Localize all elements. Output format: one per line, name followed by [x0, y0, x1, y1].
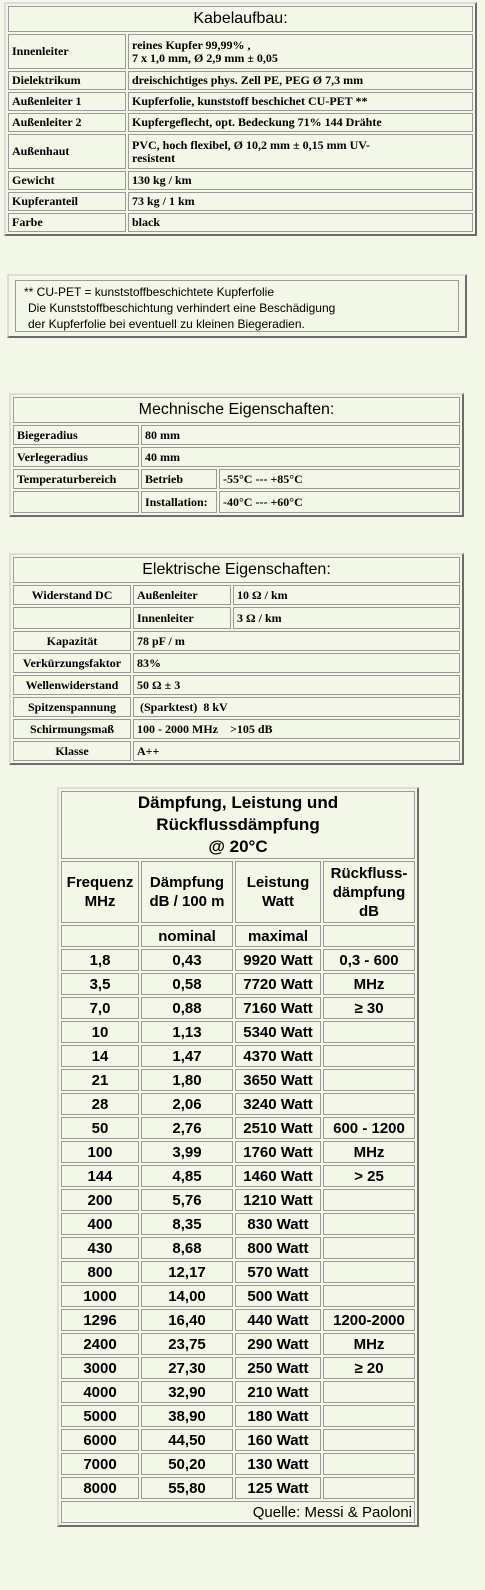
rueckfluss-cell	[323, 1237, 415, 1259]
mechanisch-title: Mechnische Eigenschaften:	[13, 397, 460, 423]
frequenz-cell: 100	[61, 1141, 139, 1163]
installation-label: Installation:	[141, 491, 217, 513]
header-frequenz: Frequenz MHz	[61, 861, 139, 923]
innenleiter-label: Innenleiter	[133, 607, 231, 629]
spitzenspannung-value: (Sparktest) 8 kV	[133, 697, 460, 717]
table-row	[61, 1261, 415, 1283]
row-value-aussenleiter-2: Kupfergeflecht, opt. Bedeckung 71% 144 Drähte	[128, 113, 473, 132]
frequenz-cell: 7000	[61, 1453, 139, 1475]
leistung-cell: 290 Watt	[235, 1333, 321, 1355]
table-row	[61, 1117, 415, 1139]
frequenz-cell: 2400	[61, 1333, 139, 1355]
daempfung-cell: 27,30	[141, 1357, 233, 1379]
frequenz-cell: 14	[61, 1045, 139, 1067]
leistung-cell: 3650 Watt	[235, 1069, 321, 1091]
rueckfluss-cell: ≥ 20	[323, 1357, 415, 1379]
table-row	[61, 1093, 415, 1115]
kapazitaet-label: Kapazität	[13, 631, 131, 651]
row-value-aussenhaut: PVC, hoch flexibel, Ø 10,2 mm ± 0,15 mm UV- resistent	[128, 134, 473, 169]
leistung-cell: 1210 Watt	[235, 1189, 321, 1211]
frequenz-cell: 1296	[61, 1309, 139, 1331]
header-leistung: Leistung Watt	[235, 861, 321, 923]
rueckfluss-cell: 600 - 1200	[323, 1117, 415, 1139]
table-row	[61, 1357, 415, 1379]
rueckfluss-cell	[323, 1093, 415, 1115]
table-row	[61, 1213, 415, 1235]
header-daempfung: Dämpfung dB / 100 m	[141, 861, 233, 923]
frequenz-cell: 4000	[61, 1381, 139, 1403]
row-value-farbe: black	[128, 213, 473, 232]
biegeradius-label: Biegeradius	[13, 425, 139, 445]
row-value-innenleiter: reines Kupfer 99,99% , 7 x 1,0 mm, Ø 2,9 mm ± 0,05	[128, 34, 473, 69]
daempfung-cell: 32,90	[141, 1381, 233, 1403]
frequenz-cell: 800	[61, 1261, 139, 1283]
row-label-aussenleiter-2: Außenleiter 2	[8, 113, 126, 132]
daempfung-cell: 0,88	[141, 997, 233, 1019]
table-row	[61, 1237, 415, 1259]
rueckfluss-cell	[323, 1261, 415, 1283]
row-value-dielektrikum: dreischichtiges phys. Zell PE, PEG Ø 7,3 mm	[128, 71, 473, 90]
leistung-cell: 9920 Watt	[235, 949, 321, 971]
sub-empty-1	[61, 925, 139, 947]
leistung-cell: 7160 Watt	[235, 997, 321, 1019]
leistung-cell: 7720 Watt	[235, 973, 321, 995]
daempfung-cell: 50,20	[141, 1453, 233, 1475]
table-row	[61, 1285, 415, 1307]
spitzenspannung-label: Spitzenspannung	[13, 697, 131, 717]
rueckfluss-cell	[323, 1021, 415, 1043]
klasse-label: Klasse	[13, 741, 131, 761]
rueckfluss-cell	[323, 1045, 415, 1067]
daempfung-cell: 0,58	[141, 973, 233, 995]
temperaturbereich-empty	[13, 491, 139, 513]
table-row	[61, 1165, 415, 1187]
daempfung-cell: 38,90	[141, 1405, 233, 1427]
table-row	[61, 1477, 415, 1499]
installation-value: -40°C --- +60°C	[219, 491, 460, 513]
elektrisch-title: Elektrische Eigenschaften:	[13, 557, 460, 583]
kabelaufbau-title: Kabelaufbau:	[8, 6, 473, 32]
note-line-1: ** CU-PET = kunststoffbeschichtete Kupferfolie	[24, 285, 275, 299]
table-row	[61, 1021, 415, 1043]
leistung-cell: 180 Watt	[235, 1405, 321, 1427]
aussenleiter-label: Außenleiter	[133, 585, 231, 605]
daempfung-cell: 44,50	[141, 1429, 233, 1451]
leistung-cell: 830 Watt	[235, 1213, 321, 1235]
frequenz-cell: 21	[61, 1069, 139, 1091]
frequenz-cell: 28	[61, 1093, 139, 1115]
elektrische-eigenschaften-table	[9, 553, 464, 765]
frequenz-cell: 10	[61, 1021, 139, 1043]
mechanische-eigenschaften-table	[9, 393, 464, 517]
daempfung-cell: 12,17	[141, 1261, 233, 1283]
verlegeradius-value: 40 mm	[141, 447, 460, 467]
table-row	[61, 1381, 415, 1403]
sub-nominal: nominal	[141, 925, 233, 947]
leistung-cell: 2510 Watt	[235, 1117, 321, 1139]
leistung-cell: 125 Watt	[235, 1477, 321, 1499]
widerstand-dc-label: Widerstand DC	[13, 585, 131, 605]
leistung-cell: 4370 Watt	[235, 1045, 321, 1067]
rueckfluss-cell	[323, 1285, 415, 1307]
rueckfluss-cell: MHz	[323, 1141, 415, 1163]
daempfung-cell: 23,75	[141, 1333, 233, 1355]
betrieb-label: Betrieb	[141, 469, 217, 489]
rueckfluss-cell	[323, 1189, 415, 1211]
verkuerzungsfaktor-value: 83%	[133, 653, 460, 673]
rueckfluss-cell	[323, 1213, 415, 1235]
biegeradius-value: 80 mm	[141, 425, 460, 445]
aussenleiter-value: 10 Ω / km	[233, 585, 460, 605]
daempfung-rows	[61, 949, 415, 1499]
klasse-value: A++	[133, 741, 460, 761]
daempfung-cell: 55,80	[141, 1477, 233, 1499]
row-value-gewicht: 130 kg / km	[128, 171, 473, 190]
wellenwiderstand-value: 50 Ω ± 3	[133, 675, 460, 695]
leistung-cell: 500 Watt	[235, 1285, 321, 1307]
frequenz-cell: 200	[61, 1189, 139, 1211]
source-note: Quelle: Messi & Paoloni	[61, 1501, 415, 1523]
daempfung-cell: 1,13	[141, 1021, 233, 1043]
rueckfluss-cell	[323, 1405, 415, 1427]
rueckfluss-cell: 0,3 - 600	[323, 949, 415, 971]
frequenz-cell: 430	[61, 1237, 139, 1259]
daempfung-cell: 0,43	[141, 949, 233, 971]
frequenz-cell: 1,8	[61, 949, 139, 971]
schirmungsmass-value: 100 - 2000 MHz >105 dB	[133, 719, 460, 739]
cu-pet-note-text	[15, 280, 459, 332]
rueckfluss-cell	[323, 1453, 415, 1475]
table-row	[61, 1405, 415, 1427]
row-label-innenleiter: Innenleiter	[8, 34, 126, 69]
wellenwiderstand-label: Wellenwiderstand	[13, 675, 131, 695]
daempfung-title: Dämpfung, Leistung und Rückflussdämpfung @ 20°C	[61, 791, 415, 859]
table-row	[61, 1429, 415, 1451]
leistung-cell: 1760 Watt	[235, 1141, 321, 1163]
frequenz-cell: 6000	[61, 1429, 139, 1451]
row-label-kupferanteil: Kupferanteil	[8, 192, 126, 211]
row-label-aussenhaut: Außenhaut	[8, 134, 126, 169]
sub-empty-2	[323, 925, 415, 947]
row-label-farbe: Farbe	[8, 213, 126, 232]
rueckfluss-cell	[323, 1381, 415, 1403]
table-row	[61, 949, 415, 971]
table-row	[61, 1453, 415, 1475]
innenleiter-value: 3 Ω / km	[233, 607, 460, 629]
leistung-cell: 210 Watt	[235, 1381, 321, 1403]
leistung-cell: 250 Watt	[235, 1357, 321, 1379]
kapazitaet-value: 78 pF / m	[133, 631, 460, 651]
rueckfluss-cell: ≥ 30	[323, 997, 415, 1019]
rueckfluss-cell	[323, 1477, 415, 1499]
daempfung-cell: 14,00	[141, 1285, 233, 1307]
leistung-cell: 800 Watt	[235, 1237, 321, 1259]
verlegeradius-label: Verlegeradius	[13, 447, 139, 467]
rueckfluss-cell	[323, 1429, 415, 1451]
daempfung-cell: 1,47	[141, 1045, 233, 1067]
sub-maximal: maximal	[235, 925, 321, 947]
row-value-kupferanteil: 73 kg / 1 km	[128, 192, 473, 211]
cu-pet-note	[7, 274, 467, 338]
daempfung-cell: 2,06	[141, 1093, 233, 1115]
row-label-aussenleiter-1: Außenleiter 1	[8, 92, 126, 111]
table-row	[61, 997, 415, 1019]
frequenz-cell: 8000	[61, 1477, 139, 1499]
daempfung-cell: 8,68	[141, 1237, 233, 1259]
note-line-3: der Kupferfolie bei eventuell zu kleinen Biegeradien.	[28, 317, 305, 331]
daempfung-cell: 2,76	[141, 1117, 233, 1139]
frequenz-cell: 400	[61, 1213, 139, 1235]
verkuerzungsfaktor-label: Verkürzungsfaktor	[13, 653, 131, 673]
daempfung-cell: 8,35	[141, 1213, 233, 1235]
leistung-cell: 3240 Watt	[235, 1093, 321, 1115]
leistung-cell: 440 Watt	[235, 1309, 321, 1331]
table-row	[61, 1069, 415, 1091]
kabelaufbau-table	[4, 2, 477, 236]
schirmungsmass-label: Schirmungsmaß	[13, 719, 131, 739]
leistung-cell: 160 Watt	[235, 1429, 321, 1451]
frequenz-cell: 50	[61, 1117, 139, 1139]
frequenz-cell: 144	[61, 1165, 139, 1187]
table-row	[61, 1045, 415, 1067]
row-label-gewicht: Gewicht	[8, 171, 126, 190]
frequenz-cell: 7,0	[61, 997, 139, 1019]
daempfung-cell: 4,85	[141, 1165, 233, 1187]
rueckfluss-cell: > 25	[323, 1165, 415, 1187]
frequenz-cell: 3,5	[61, 973, 139, 995]
header-rueckflussdaempfung: Rückfluss- dämpfung dB	[323, 861, 415, 923]
temperaturbereich-label: Temperaturbereich	[13, 469, 139, 489]
daempfung-cell: 3,99	[141, 1141, 233, 1163]
table-row	[61, 1189, 415, 1211]
daempfung-cell: 5,76	[141, 1189, 233, 1211]
row-label-dielektrikum: Dielektrikum	[8, 71, 126, 90]
table-row	[61, 1333, 415, 1355]
rueckfluss-cell: 1200-2000	[323, 1309, 415, 1331]
leistung-cell: 5340 Watt	[235, 1021, 321, 1043]
row-value-aussenleiter-1: Kupferfolie, kunststoff beschichet CU-PET **	[128, 92, 473, 111]
table-row	[61, 973, 415, 995]
rueckfluss-cell	[323, 1069, 415, 1091]
daempfung-cell: 1,80	[141, 1069, 233, 1091]
rueckfluss-cell: MHz	[323, 973, 415, 995]
daempfung-table	[57, 787, 419, 1527]
table-row	[61, 1309, 415, 1331]
widerstand-dc-empty	[13, 607, 131, 629]
table-row	[61, 1141, 415, 1163]
note-line-2: Die Kunststoffbeschichtung verhindert eine Beschädigung	[28, 301, 336, 315]
frequenz-cell: 3000	[61, 1357, 139, 1379]
leistung-cell: 570 Watt	[235, 1261, 321, 1283]
leistung-cell: 130 Watt	[235, 1453, 321, 1475]
daempfung-cell: 16,40	[141, 1309, 233, 1331]
leistung-cell: 1460 Watt	[235, 1165, 321, 1187]
frequenz-cell: 5000	[61, 1405, 139, 1427]
frequenz-cell: 1000	[61, 1285, 139, 1307]
betrieb-value: -55°C --- +85°C	[219, 469, 460, 489]
rueckfluss-cell: MHz	[323, 1333, 415, 1355]
